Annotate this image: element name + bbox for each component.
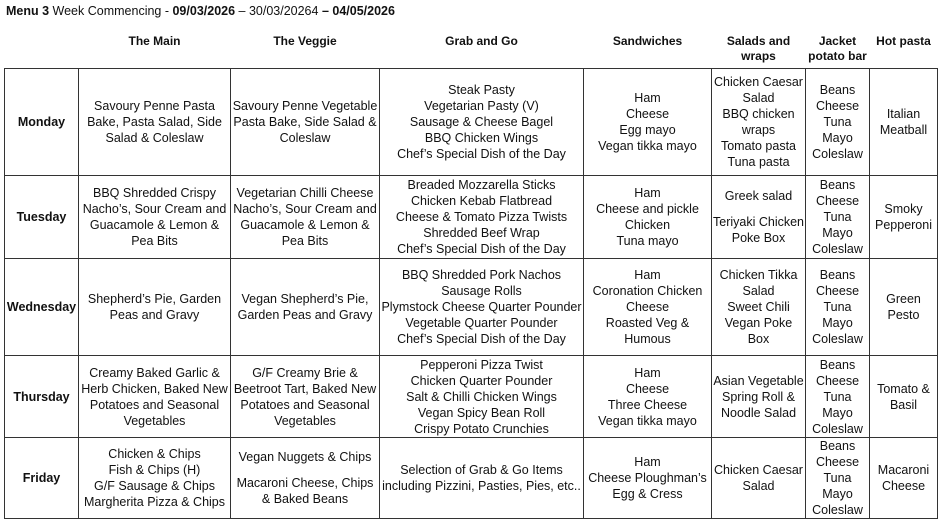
menu-item: Tuna Mayo [822, 471, 853, 501]
menu-item: Vegan tikka mayo [598, 413, 697, 428]
menu-row-monday [5, 69, 938, 176]
menu-row-thursday [5, 356, 938, 438]
menu-item: Beans [819, 178, 856, 192]
menu-item: Cheese [625, 381, 670, 396]
date-second: 30/03/20264 [248, 4, 319, 18]
menu-item: Chicken Tikka Salad [719, 268, 798, 298]
main-cell [79, 438, 231, 519]
menu-name: Menu 3 [6, 4, 50, 18]
menu-item: Margherita Pizza & Chips [83, 495, 226, 509]
menu-item: Coleslaw [812, 242, 863, 256]
salads-cell [712, 176, 806, 259]
jacket-cell [806, 69, 870, 176]
menu-item: Beans [819, 83, 856, 97]
menu-item: Selection of Grab & Go Items including Pizzini, Pasties, Pies, etc.. [382, 463, 581, 493]
header-grab-and-go: Grab and Go [445, 34, 518, 48]
menu-item: Vegetarian Chilli Cheese Nacho’s, Sour Cream and Guacamole & Lemon & Pea Bits [233, 186, 377, 248]
pasta-cell [870, 176, 938, 259]
jacket-cell [806, 438, 870, 519]
menu-item: Green Pesto [886, 292, 921, 322]
menu-item: Chef’s Special Dish of the Day [397, 242, 566, 256]
menu-item: Tuna Mayo [822, 210, 853, 240]
day-cell: Wednesday [5, 259, 79, 356]
menu-item: Cheese [815, 455, 860, 469]
date-separator: – [235, 4, 249, 18]
menu-item: Italian Meatball [879, 107, 928, 137]
menu-item: Chef’s Special Dish of the Day [397, 332, 566, 346]
pasta-cell [870, 69, 938, 176]
header-sandwiches: Sandwiches [612, 34, 683, 48]
menu-item: Chef’s Special Dish of the Day [397, 147, 566, 161]
veggie-cell [231, 69, 380, 176]
menu-item: Tuna mayo [616, 234, 679, 248]
menu-item: BBQ Shredded Pork Nachos [401, 268, 562, 282]
menu-item: Savoury Penne Pasta Bake, Pasta Salad, Side Salad & Coleslaw [87, 99, 222, 145]
main-cell [79, 176, 231, 259]
grab-and-go-cell [380, 259, 584, 356]
menu-item: BBQ chicken wraps [722, 107, 795, 137]
menu-item: Cheese [815, 284, 860, 298]
pasta-cell [870, 438, 938, 519]
menu-item: Tuna Mayo [822, 300, 853, 330]
menu-item: Vegetarian Pasty (V) [424, 99, 539, 113]
menu-item: Vegan Shepherd’s Pie, Garden Peas and Gravy [237, 292, 373, 322]
pasta-cell [870, 356, 938, 438]
menu-item: Savoury Penne Vegetable Pasta Bake, Side Salad & Coleslaw [232, 99, 378, 145]
menu-item: Coleslaw [812, 421, 863, 436]
menu-item: Tuna pasta [727, 155, 790, 169]
menu-item: Tuna Mayo [822, 389, 853, 420]
menu-item: Salt & Chilli Chicken Wings [406, 389, 557, 404]
veggie-cell [231, 356, 380, 438]
menu-item: Greek salad [724, 189, 793, 203]
menu-item: Cheese Ploughman’s Egg & Cress [588, 471, 707, 501]
jacket-cell [806, 259, 870, 356]
veggie-cell [231, 438, 380, 519]
menu-item: Vegan tikka mayo [598, 139, 697, 153]
jacket-cell [806, 356, 870, 438]
menu-item: Beans [819, 357, 856, 372]
menu-item: Coleslaw [812, 503, 863, 517]
menu-item: Ham [634, 365, 661, 380]
menu-item: Ham [634, 186, 661, 200]
menu-item: Teriyaki Chicken Poke Box [713, 215, 805, 245]
menu-item: Smoky Pepperoni [875, 202, 932, 232]
menu-item: Chicken Caesar Salad [714, 463, 803, 493]
menu-item: Three Cheese [607, 397, 688, 412]
menu-item: Cheese [625, 300, 670, 314]
header-day [5, 34, 79, 69]
salads-cell [712, 69, 806, 176]
sandwiches-cell [584, 176, 712, 259]
menu-item: Chicken Kebab Flatbread [410, 194, 553, 208]
menu-item: Cheese & Tomato Pizza Twists [395, 210, 568, 224]
grab-and-go-cell [380, 176, 584, 259]
menu-item: Beans [819, 439, 856, 453]
veggie-cell [231, 259, 380, 356]
menu-item: Cheese [815, 194, 860, 208]
spacer [232, 465, 378, 475]
menu-item: G/F Creamy Brie & Beetroot Tart, Baked New Potatoes and Seasonal Vegetables [233, 365, 377, 428]
menu-item: G/F Sausage & Chips [94, 479, 215, 493]
day-cell: Friday [5, 438, 79, 519]
date-third: 04/05/2026 [332, 4, 395, 18]
grab-and-go-cell [380, 69, 584, 176]
menu-item: Fish & Chips (H) [108, 463, 201, 477]
header-salads-and-wraps: Salads and wraps [726, 34, 791, 63]
sandwiches-cell [584, 259, 712, 356]
menu-item: Tuna Mayo [822, 115, 853, 145]
main-cell [79, 259, 231, 356]
menu-item: Vegan Spicy Bean Roll [417, 405, 546, 420]
menu-item: Roasted Veg & Humous [605, 316, 690, 346]
menu-table [4, 34, 938, 519]
sandwiches-cell [584, 69, 712, 176]
header-row [5, 34, 938, 69]
menu-item: Tomato & Basil [877, 381, 930, 412]
date-separator: – [318, 4, 333, 18]
salads-cell [712, 356, 806, 438]
menu-item: Ham [634, 455, 661, 469]
menu-item: BBQ Shredded Crispy Nacho’s, Sour Cream and Guacamole & Lemon & Pea Bits [82, 186, 227, 248]
menu-row-tuesday [5, 176, 938, 259]
menu-item: Plymstock Cheese Quarter Pounder [381, 300, 582, 314]
menu-item: Cheese [815, 99, 860, 113]
header-the-veggie: The Veggie [273, 34, 337, 48]
header-hot-pasta: Hot pasta [876, 34, 931, 48]
salads-cell [712, 438, 806, 519]
menu-item: Coleslaw [812, 332, 863, 346]
menu-item: Coleslaw [812, 147, 863, 161]
menu-item: Creamy Baked Garlic & Herb Chicken, Baked New Potatoes and Seasonal Vegetables [81, 365, 228, 428]
salads-cell [712, 259, 806, 356]
menu-item: Cheese [625, 107, 670, 121]
menu-item: Steak Pasty [448, 83, 515, 97]
menu-item: Macaroni Cheese [877, 463, 930, 493]
menu-item: Vegan Nuggets & Chips [238, 450, 372, 464]
menu-item: Vegan Poke Box [724, 316, 793, 346]
grab-and-go-cell [380, 438, 584, 519]
sandwiches-cell [584, 438, 712, 519]
menu-item: Sausage Rolls [441, 284, 522, 298]
main-cell [79, 356, 231, 438]
main-cell [79, 69, 231, 176]
menu-item: Ham [634, 268, 661, 282]
menu-item: Asian Vegetable Spring Roll & Noodle Salad [713, 373, 804, 420]
menu-item: Cheese [815, 373, 860, 388]
menu-item: Sausage & Cheese Bagel [409, 115, 554, 129]
menu-item: Ham [634, 91, 661, 105]
veggie-cell [231, 176, 380, 259]
day-cell: Thursday [5, 356, 79, 438]
menu-item: BBQ Chicken Wings [424, 131, 539, 145]
menu-item: Chicken & Chips [108, 447, 201, 461]
menu-item: Chicken Caesar Salad [714, 75, 803, 105]
menu-item: Crispy Potato Crunchies [414, 421, 549, 436]
menu-item: Tomato pasta [720, 139, 797, 153]
week-label: Week Commencing - [49, 4, 173, 18]
sandwiches-cell [584, 356, 712, 438]
menu-item: Coronation Chicken [592, 284, 703, 298]
menu-item: Chicken [624, 218, 671, 232]
menu-item: Shepherd’s Pie, Garden Peas and Gravy [87, 292, 222, 322]
spacer [713, 204, 804, 214]
menu-item: Pepperoni Pizza Twist [420, 357, 543, 372]
menu-row-friday [5, 438, 938, 519]
menu-title [6, 4, 395, 18]
menu-item: Vegetable Quarter Pounder [405, 316, 558, 330]
day-cell: Monday [5, 69, 79, 176]
header-the-main: The Main [128, 34, 181, 48]
date-first: 09/03/2026 [172, 4, 236, 18]
menu-item: Sweet Chili [727, 300, 790, 314]
menu-item: Shredded Beef Wrap [423, 226, 540, 240]
menu-item: Breaded Mozzarella Sticks [407, 178, 556, 192]
menu-item: Cheese and pickle [596, 202, 699, 216]
menu-item: Macaroni Cheese, Chips & Baked Beans [236, 476, 374, 506]
grab-and-go-cell [380, 356, 584, 438]
menu-row-wednesday [5, 259, 938, 356]
pasta-cell [870, 259, 938, 356]
menu-item: Chicken Quarter Pounder [410, 373, 553, 388]
menu-item: Egg mayo [619, 123, 676, 137]
jacket-cell [806, 176, 870, 259]
day-cell: Tuesday [5, 176, 79, 259]
header-jacket-potato-bar: Jacket potato bar [808, 34, 867, 63]
menu-item: Beans [819, 268, 856, 282]
